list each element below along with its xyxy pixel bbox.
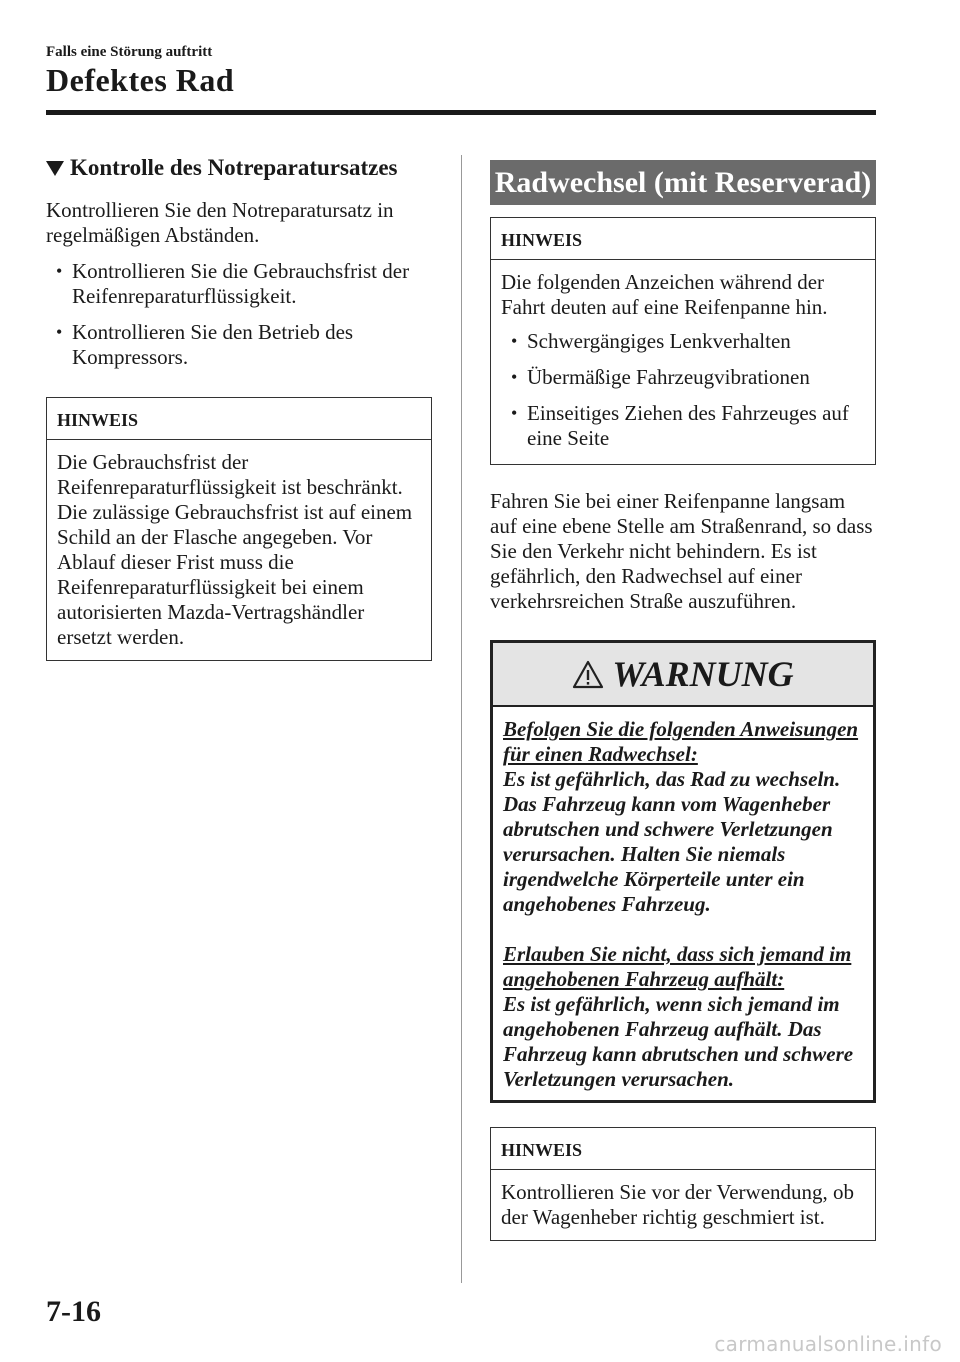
warning-text: Es ist gefährlich, das Rad zu wechseln. Das Fahrzeug kann vom Wagenheber abrutschen und schwere Verletzungen verursachen. Halten Sie niemals irgendwelche Körperteile unter ein angehobenes Fahrzeug. bbox=[503, 767, 841, 916]
page-title: Defektes Rad bbox=[46, 62, 235, 98]
warning-header bbox=[493, 643, 873, 707]
triangle-down-icon bbox=[46, 161, 64, 176]
note-label: HINWEIS bbox=[491, 218, 875, 260]
left-column bbox=[46, 155, 432, 649]
section-heading-text: Kontrolle des Notreparatursatzes bbox=[70, 155, 398, 180]
note-text: Die folgenden Anzeichen während der Fahrt deuten auf eine Reifenpanne hin. bbox=[501, 270, 828, 319]
watermark: carmanualsonline.info bbox=[714, 1332, 942, 1356]
note-text: Die Gebrauchsfrist der Reifenreparaturflüssigkeit ist beschränkt. Die zulässige Gebrauchsfrist ist auf einem Schild an der Flasche angegeben. Vor Ablauf dieser Frist muss die Reifenreparaturflüssigkeit bei einem autorisierten Mazda-Vertragshändler ersetzt werden. bbox=[57, 450, 413, 649]
list-item: • Einseitiges Ziehen des Fahrzeuges auf eine Seite bbox=[501, 401, 865, 451]
note-box bbox=[490, 217, 876, 465]
list-item: • Kontrollieren Sie die Gebrauchsfrist der Reifenreparaturflüssigkeit. bbox=[46, 259, 432, 309]
section-heading bbox=[46, 155, 432, 181]
list-item: • Schwergängiges Lenkverhalten bbox=[501, 329, 865, 354]
warning-heading: Befolgen Sie die folgenden Anweisungen für einen Radwechsel: bbox=[503, 717, 859, 766]
note-label: HINWEIS bbox=[47, 398, 431, 440]
note-box bbox=[490, 1127, 876, 1241]
section-banner: Radwechsel (mit Reserverad) bbox=[490, 160, 876, 205]
warning-triangle-icon bbox=[572, 660, 604, 689]
page-number: 7-16 bbox=[46, 1295, 101, 1328]
check-list bbox=[46, 259, 432, 370]
warning-heading: Erlauben Sie nicht, dass sich jemand im angehobenen Fahrzeug aufhält: bbox=[503, 942, 852, 991]
symptom-list bbox=[501, 329, 865, 451]
right-column bbox=[490, 160, 876, 1241]
warning-title: WARNUNG bbox=[612, 654, 794, 694]
body-paragraph: Fahren Sie bei einer Reifenpanne langsam auf eine ebene Stelle am Straßenrand, so dass Sie den Verkehr nicht behindern. Es ist gefährlich, den Radwechsel auf einer verkehrsreichen Straße auszuführen. bbox=[490, 489, 873, 613]
warning-box bbox=[490, 640, 876, 1103]
header-section: Falls eine Störung auftritt bbox=[46, 44, 213, 60]
note-text: Kontrollieren Sie vor der Verwendung, ob der Wagenheber richtig geschmiert ist. bbox=[501, 1180, 855, 1229]
list-item: • Übermäßige Fahrzeugvibrationen bbox=[501, 365, 865, 390]
column-divider bbox=[461, 155, 462, 1283]
intro-paragraph: Kontrollieren Sie den Notreparatursatz in regelmäßigen Abständen. bbox=[46, 198, 394, 247]
note-label: HINWEIS bbox=[491, 1128, 875, 1170]
note-box bbox=[46, 397, 432, 661]
list-item: • Kontrollieren Sie den Betrieb des Kompressors. bbox=[46, 320, 432, 370]
header-rule bbox=[46, 110, 876, 115]
warning-text: Es ist gefährlich, wenn sich jemand im angehobenen Fahrzeug aufhält. Das Fahrzeug kann abrutschen und schwere Verletzungen verursachen. bbox=[503, 992, 854, 1091]
